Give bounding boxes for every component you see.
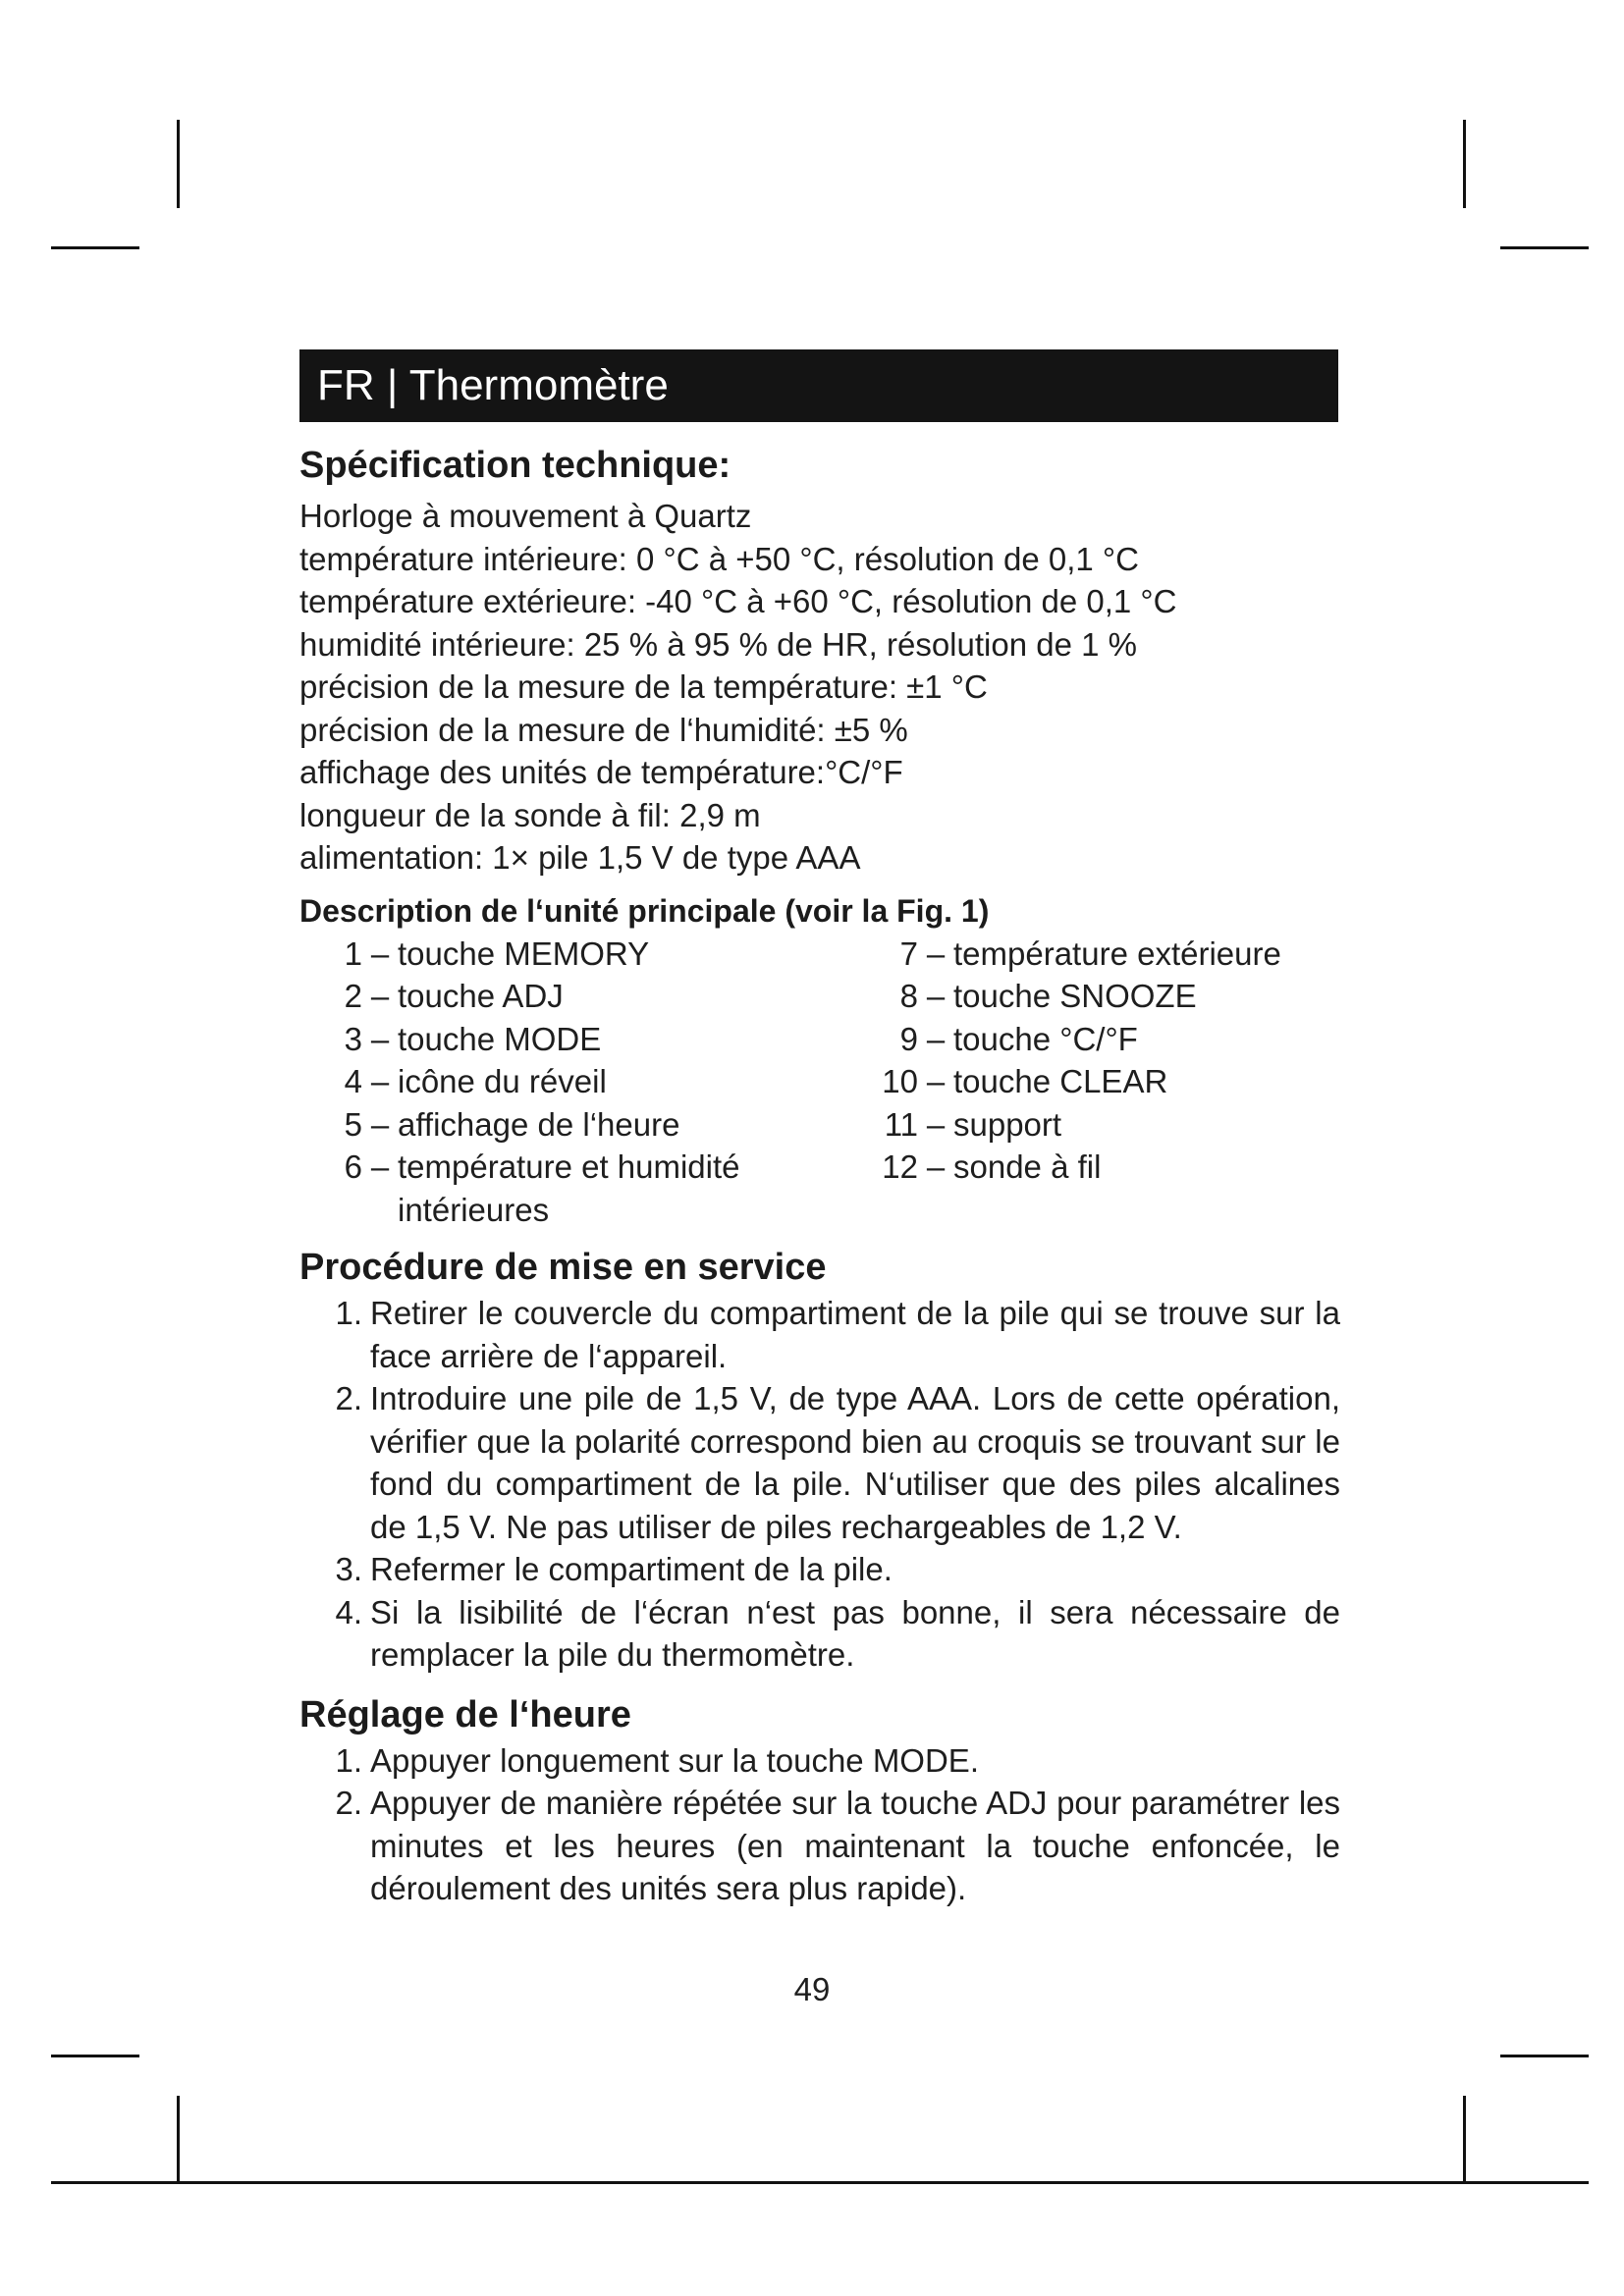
spec-line: humidité intérieure: 25 % à 95 % de HR, résolution de 1 % (299, 625, 1137, 663)
spec-heading: Spécification technique: (299, 445, 731, 486)
item-label: support (953, 1105, 1062, 1143)
description-right-column (859, 933, 1340, 1232)
crop-mark-top-left-vertical (177, 120, 180, 208)
item-dash: – (926, 1105, 946, 1143)
item-label: touche °C/°F (953, 1020, 1138, 1057)
step-text: Si la lisibilité de l‘écran n‘est pas bonne, il sera nécessaire de remplacer la pile du thermomètre. (370, 1593, 1340, 1673)
spec-line: alimentation: 1× pile 1,5 V de type AAA (299, 839, 861, 876)
item-number: 12 (882, 1148, 918, 1185)
step-number: 2. (335, 1380, 362, 1416)
step-item (299, 1292, 1340, 1377)
item-label: icône du réveil (398, 1063, 607, 1099)
time-setting-steps (299, 1739, 1340, 1910)
item-number: 11 (884, 1105, 918, 1143)
step-number: 1. (335, 1741, 362, 1779)
item-number: 3 (344, 1020, 362, 1057)
step-number: 2. (335, 1785, 362, 1821)
item-label: touche SNOOZE (953, 978, 1197, 1014)
item-label: touche MEMORY (398, 934, 650, 972)
crop-mark-top-right-vertical (1463, 120, 1466, 208)
crop-mark-bottom-right-horizontal (1500, 2055, 1589, 2057)
description-item (859, 975, 1340, 1018)
step-text: Appuyer longuement sur la touche MODE. (370, 1741, 979, 1779)
spec-line: précision de la mesure de l‘humidité: ±5 % (299, 711, 908, 748)
description-item (299, 933, 859, 976)
description-item (299, 1060, 859, 1103)
time-setting-section (299, 1690, 1340, 1910)
item-dash: – (926, 978, 946, 1014)
item-number: 9 (899, 1020, 918, 1057)
item-dash: – (370, 1063, 390, 1099)
spec-line: température extérieure: -40 °C à +60 °C, résolution de 0,1 °C (299, 583, 1177, 619)
step-item (299, 1782, 1340, 1910)
step-text: Retirer le couvercle du compartiment de la pile qui se trouve sur la face arrière de l‘appareil. (370, 1295, 1340, 1374)
item-dash: – (370, 1105, 390, 1143)
item-dash: – (370, 1020, 390, 1057)
description-item (299, 1146, 859, 1231)
item-dash: – (926, 934, 946, 972)
item-number: 7 (899, 934, 918, 972)
item-label: température extérieure (953, 934, 1281, 972)
step-text: Introduire une pile de 1,5 V, de type AAA. Lors de cette opération, vérifier que la polarité correspond bien au croquis se trouvant sur le fond du compartiment de la pile. N‘utiliser que des piles alcalines de 1,5 V. Ne pas utiliser de piles rechargeables de 1,2 V. (370, 1380, 1340, 1545)
section-header-bar (299, 349, 1338, 422)
item-number: 1 (344, 934, 362, 972)
description-item (299, 975, 859, 1018)
item-dash: – (370, 978, 390, 1014)
description-heading: Description de l‘unité principale (voir la Fig. 1) (299, 892, 990, 929)
description-section (299, 889, 1340, 1232)
description-item (859, 1146, 1340, 1189)
section-header-title: FR | Thermomètre (317, 361, 669, 409)
description-item (299, 1018, 859, 1061)
item-dash: – (926, 1063, 946, 1099)
step-item (299, 1591, 1340, 1677)
step-item (299, 1377, 1340, 1548)
step-item (299, 1548, 1340, 1591)
item-number: 5 (344, 1105, 362, 1143)
crop-mark-top-right-horizontal (1500, 246, 1589, 249)
item-number: 2 (344, 978, 362, 1014)
item-label: température et humidité intérieures (398, 1148, 740, 1228)
procedure-section (299, 1243, 1340, 1677)
description-left-column (299, 933, 859, 1232)
crop-mark-bottom-left-vertical (177, 2096, 180, 2184)
spec-line: Horloge à mouvement à Quartz (299, 498, 752, 534)
item-dash: – (370, 934, 390, 972)
item-number: 10 (882, 1063, 918, 1099)
bottom-trim-line (51, 2181, 1589, 2184)
spec-section (299, 436, 1340, 880)
spec-line: précision de la mesure de la température: ±1 °C (299, 668, 988, 705)
time-setting-heading: Réglage de l‘heure (299, 1693, 631, 1735)
procedure-heading: Procédure de mise en service (299, 1247, 827, 1288)
item-label: touche CLEAR (953, 1063, 1168, 1099)
description-item (859, 933, 1340, 976)
step-text: Refermer le compartiment de la pile. (370, 1551, 893, 1587)
spec-line: affichage des unités de température:°C/°F (299, 754, 903, 790)
description-item (859, 1018, 1340, 1061)
step-text: Appuyer de manière répétée sur la touche ADJ pour paramétrer les minutes et les heures (en maintenant la touche enfoncée, le déroulement des unités sera plus rapide). (370, 1785, 1340, 1906)
item-number: 8 (899, 978, 918, 1014)
item-dash: – (926, 1020, 946, 1057)
description-item (299, 1103, 859, 1147)
description-columns (299, 933, 1340, 1232)
item-number: 4 (344, 1063, 362, 1099)
item-label: touche ADJ (398, 978, 564, 1014)
spec-line: température intérieure: 0 °C à +50 °C, résolution de 0,1 °C (299, 540, 1139, 577)
description-item (859, 1103, 1340, 1147)
spec-line: longueur de la sonde à fil: 2,9 m (299, 796, 761, 833)
step-number: 1. (335, 1295, 362, 1331)
description-item (859, 1060, 1340, 1103)
crop-mark-top-left-horizontal (51, 246, 139, 249)
page-number: 49 (793, 1971, 831, 2007)
item-label: sonde à fil (953, 1148, 1102, 1185)
item-dash: – (926, 1148, 946, 1185)
item-number: 6 (344, 1148, 362, 1185)
step-number: 3. (335, 1551, 362, 1587)
crop-mark-bottom-right-vertical (1463, 2096, 1466, 2184)
spec-list (299, 495, 1340, 880)
step-number: 4. (335, 1593, 362, 1630)
item-label: affichage de l‘heure (398, 1105, 680, 1143)
crop-mark-bottom-left-horizontal (51, 2055, 139, 2057)
procedure-steps (299, 1292, 1340, 1677)
step-item (299, 1739, 1340, 1783)
item-dash: – (370, 1148, 390, 1185)
page-content (299, 436, 1340, 1910)
item-label: touche MODE (398, 1020, 602, 1057)
